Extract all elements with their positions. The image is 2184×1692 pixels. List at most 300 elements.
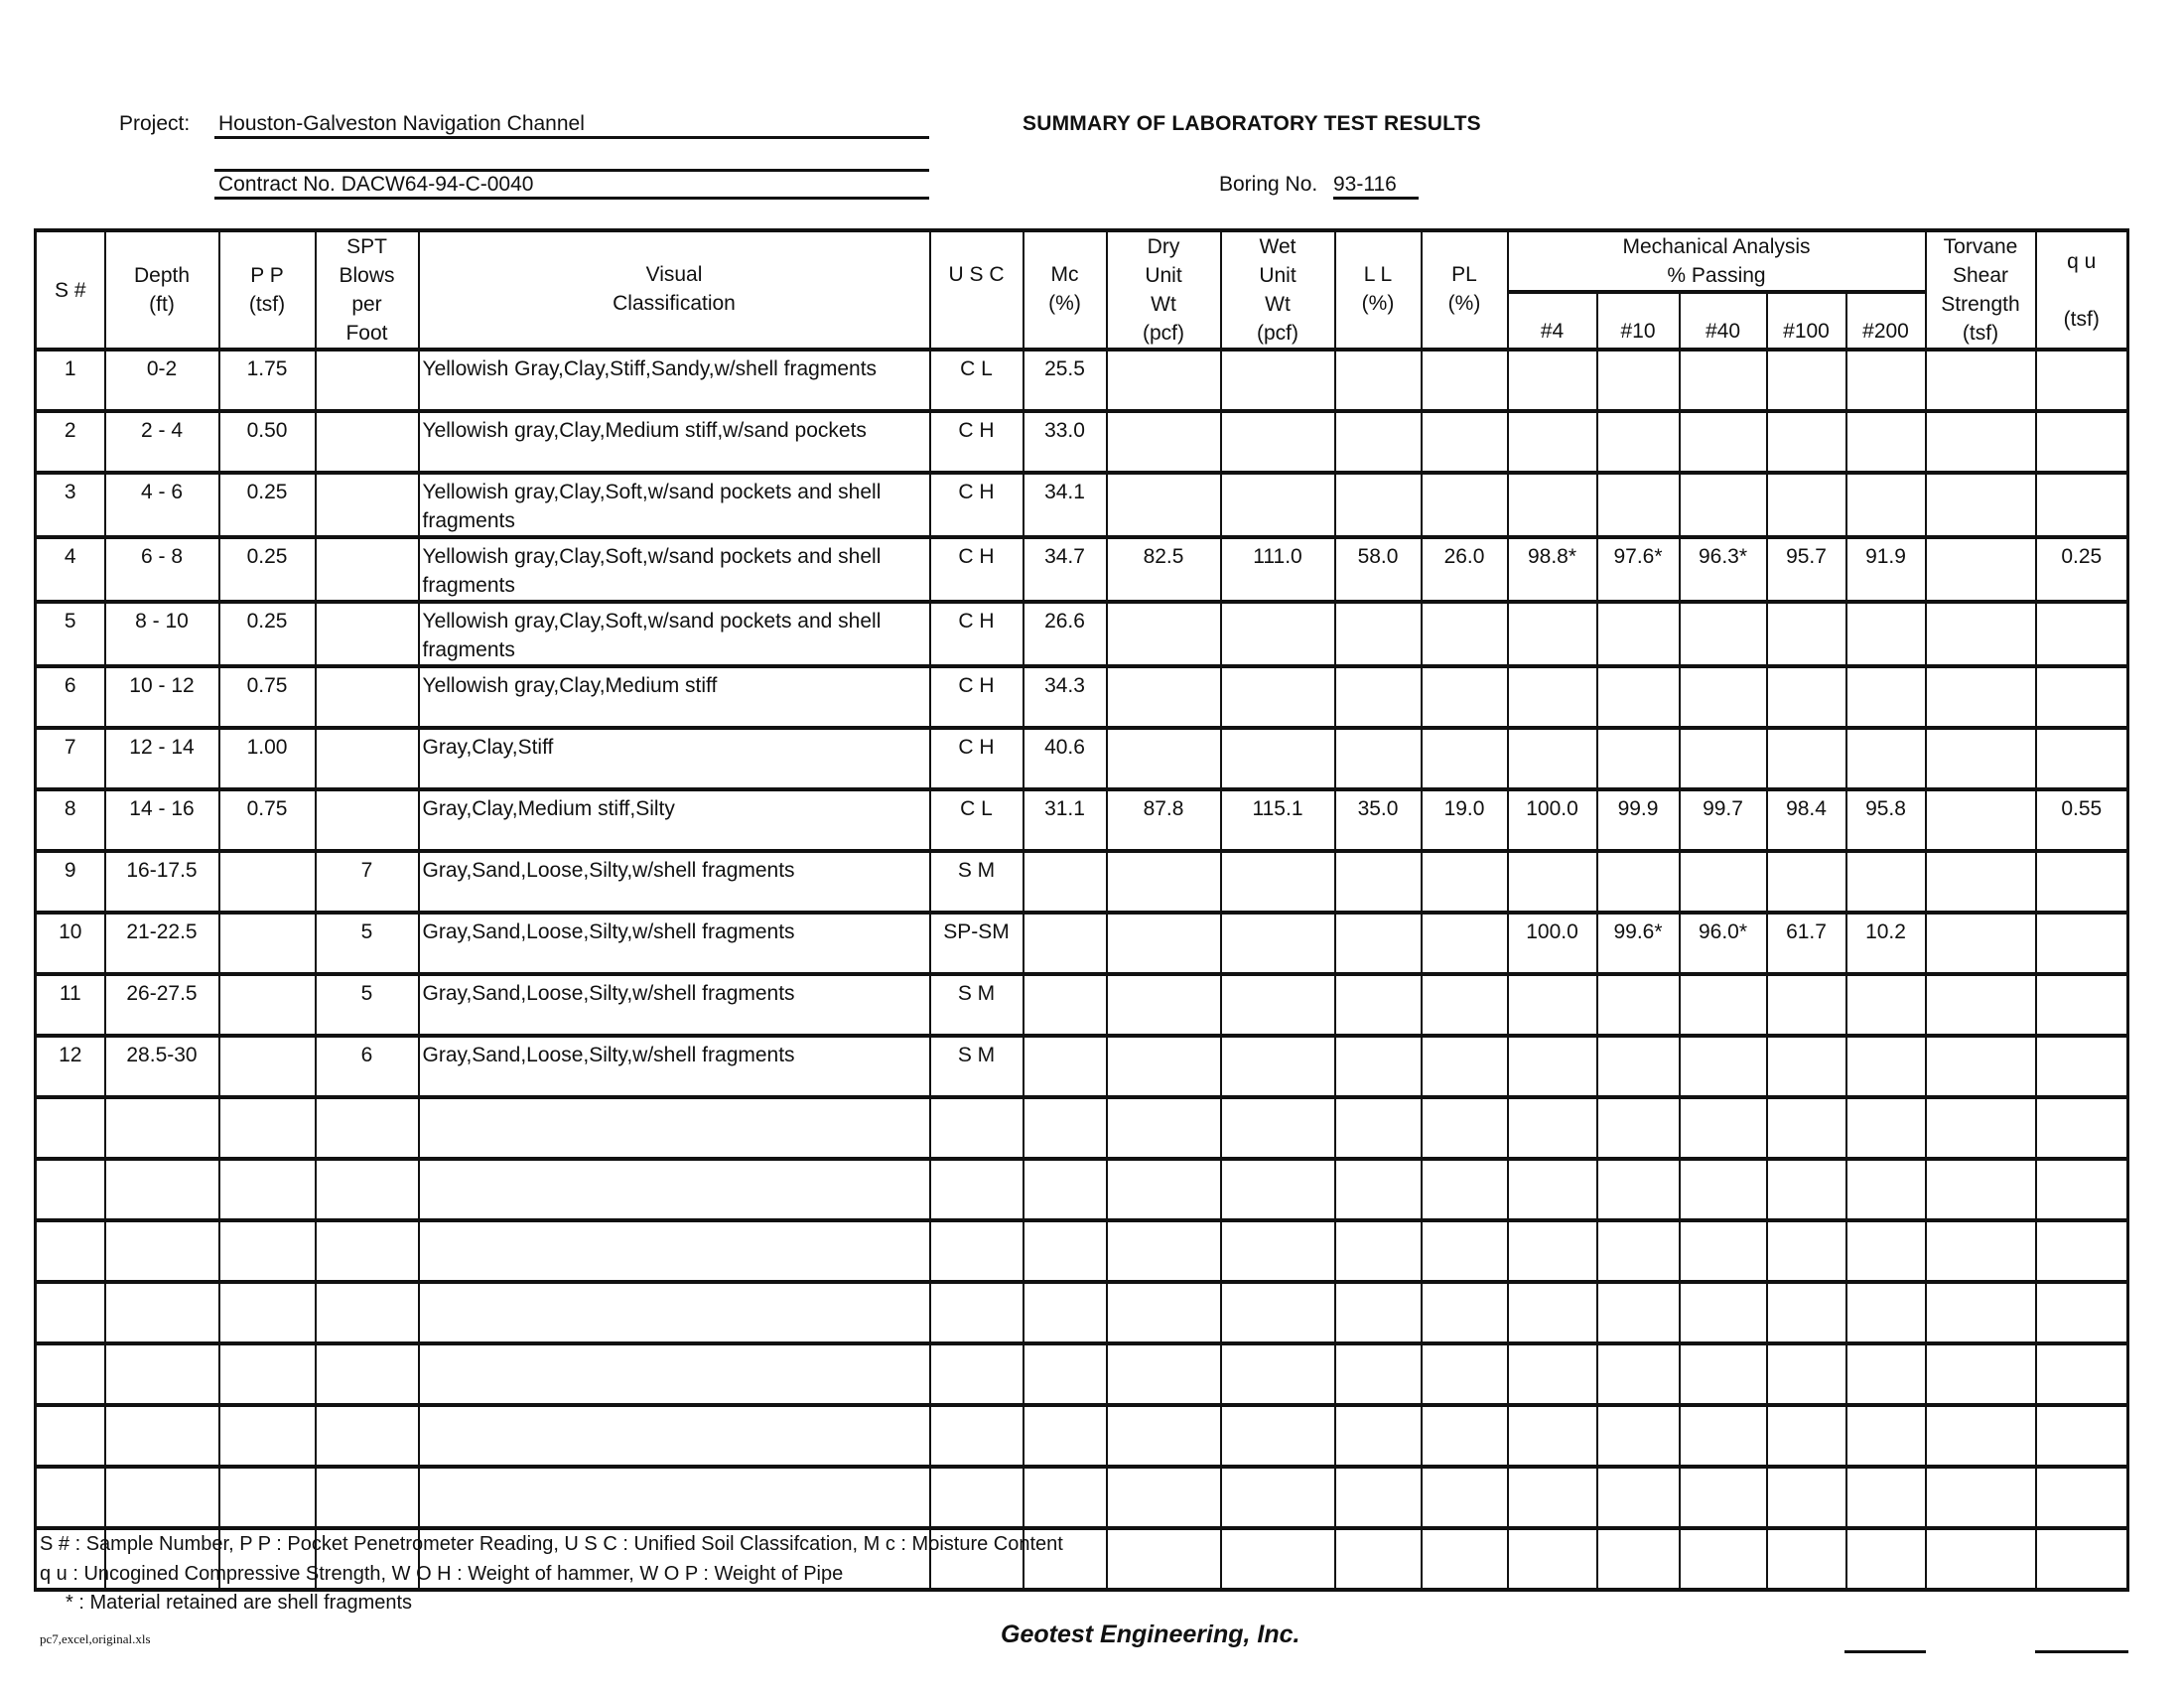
cell-sieve-40 xyxy=(1680,851,1767,913)
cell-mc: 34.3 xyxy=(1024,666,1107,728)
cell-pl xyxy=(1422,1097,1508,1159)
cell-ll xyxy=(1335,350,1422,411)
cell-ll xyxy=(1335,1159,1422,1220)
cell-usc: C H xyxy=(930,537,1024,602)
cell-torvane xyxy=(1926,666,2036,728)
cell-sieve-4 xyxy=(1508,974,1597,1036)
cell-sieve-40 xyxy=(1680,473,1767,537)
cell-sample-no xyxy=(36,1405,105,1467)
cell-qu xyxy=(2036,1036,2128,1097)
table-row xyxy=(36,789,2128,851)
cell-pl: 26.0 xyxy=(1422,537,1508,602)
cell-depth xyxy=(105,1097,219,1159)
cell-ll xyxy=(1335,728,1422,789)
cell-usc: C H xyxy=(930,728,1024,789)
cell-sieve-40 xyxy=(1680,1220,1767,1282)
cell-dry-unit-wt xyxy=(1107,411,1221,473)
cell-sieve-40 xyxy=(1680,1036,1767,1097)
cell-ll xyxy=(1335,1036,1422,1097)
cell-ll xyxy=(1335,1528,1422,1590)
cell-depth xyxy=(105,1159,219,1220)
cell-qu xyxy=(2036,974,2128,1036)
cell-usc: C H xyxy=(930,666,1024,728)
cell-sieve-10 xyxy=(1597,1467,1680,1528)
cell-sieve-4 xyxy=(1508,1159,1597,1220)
cell-mc xyxy=(1024,974,1107,1036)
cell-wet-unit-wt xyxy=(1221,411,1335,473)
col-header-depth: Depth (ft) xyxy=(105,230,219,350)
cell-wet-unit-wt xyxy=(1221,666,1335,728)
cell-spt-blows xyxy=(316,473,419,537)
cell-dry-unit-wt: 82.5 xyxy=(1107,537,1221,602)
cell-sieve-200 xyxy=(1846,473,1926,537)
cell-mc: 26.6 xyxy=(1024,602,1107,666)
legend-line-1: S # : Sample Number, P P : Pocket Penetrometer Reading, U S C : Unified Soil Classifcation, M c : Moisture Content xyxy=(40,1533,1063,1555)
cell-wet-unit-wt xyxy=(1221,1343,1335,1405)
table-row xyxy=(36,666,2128,728)
cell-qu xyxy=(2036,913,2128,974)
cell-sieve-200 xyxy=(1846,666,1926,728)
cell-sieve-100 xyxy=(1767,473,1846,537)
cell-mc: 25.5 xyxy=(1024,350,1107,411)
cell-sieve-4 xyxy=(1508,728,1597,789)
cell-spt-blows xyxy=(316,1405,419,1467)
cell-visual-classification: Yellowish gray,Clay,Soft,w/sand pockets and shell fragments xyxy=(419,602,930,666)
cell-spt-blows: 5 xyxy=(316,974,419,1036)
cell-sample-no: 3 xyxy=(36,473,105,537)
cell-sieve-200: 10.2 xyxy=(1846,913,1926,974)
cell-torvane xyxy=(1926,789,2036,851)
cell-spt-blows xyxy=(316,1467,419,1528)
cell-sieve-10 xyxy=(1597,350,1680,411)
col-header-ll: L L (%) xyxy=(1335,230,1422,350)
cell-spt-blows xyxy=(316,666,419,728)
cell-sieve-10 xyxy=(1597,1220,1680,1282)
empty-table-row xyxy=(36,1282,2128,1343)
cell-visual-classification: Gray,Sand,Loose,Silty,w/shell fragments xyxy=(419,1036,930,1097)
cell-pl xyxy=(1422,1220,1508,1282)
cell-spt-blows: 7 xyxy=(316,851,419,913)
cell-depth: 10 - 12 xyxy=(105,666,219,728)
cell-sieve-4 xyxy=(1508,411,1597,473)
col-header-sieve-4: #4 xyxy=(1508,292,1597,350)
cell-sieve-10 xyxy=(1597,851,1680,913)
cell-sieve-100 xyxy=(1767,602,1846,666)
cell-dry-unit-wt xyxy=(1107,913,1221,974)
cell-ll xyxy=(1335,913,1422,974)
cell-visual-classification xyxy=(419,1343,930,1405)
cell-wet-unit-wt xyxy=(1221,728,1335,789)
cell-torvane xyxy=(1926,913,2036,974)
cell-visual-classification: Yellowish gray,Clay,Soft,w/sand pockets and shell fragments xyxy=(419,537,930,602)
cell-pp xyxy=(219,1097,316,1159)
empty-table-row xyxy=(36,1467,2128,1528)
cell-sieve-40 xyxy=(1680,1528,1767,1590)
cell-visual-classification xyxy=(419,1097,930,1159)
cell-dry-unit-wt xyxy=(1107,1036,1221,1097)
cell-pl xyxy=(1422,1467,1508,1528)
cell-sieve-200 xyxy=(1846,851,1926,913)
cell-pl xyxy=(1422,913,1508,974)
cell-sieve-4 xyxy=(1508,1097,1597,1159)
cell-sieve-40 xyxy=(1680,1467,1767,1528)
cell-mc xyxy=(1024,1343,1107,1405)
cell-pp xyxy=(219,974,316,1036)
cell-dry-unit-wt xyxy=(1107,1405,1221,1467)
cell-ll xyxy=(1335,1343,1422,1405)
cell-visual-classification: Gray,Sand,Loose,Silty,w/shell fragments xyxy=(419,913,930,974)
cell-sieve-100 xyxy=(1767,851,1846,913)
cell-depth: 16-17.5 xyxy=(105,851,219,913)
cell-qu xyxy=(2036,1405,2128,1467)
cell-spt-blows: 6 xyxy=(316,1036,419,1097)
cell-sieve-100: 61.7 xyxy=(1767,913,1846,974)
cell-visual-classification xyxy=(419,1159,930,1220)
cell-sieve-200 xyxy=(1846,1097,1926,1159)
cell-ll xyxy=(1335,602,1422,666)
cell-usc xyxy=(930,1220,1024,1282)
cell-torvane xyxy=(1926,602,2036,666)
cell-sieve-40 xyxy=(1680,666,1767,728)
cell-usc: S M xyxy=(930,1036,1024,1097)
cell-qu xyxy=(2036,1467,2128,1528)
cell-mc: 33.0 xyxy=(1024,411,1107,473)
cell-qu xyxy=(2036,1159,2128,1220)
cell-pl xyxy=(1422,728,1508,789)
table-row xyxy=(36,537,2128,602)
cell-sieve-200 xyxy=(1846,1159,1926,1220)
cell-sieve-4 xyxy=(1508,1220,1597,1282)
cell-pp: 1.00 xyxy=(219,728,316,789)
cell-sieve-40 xyxy=(1680,350,1767,411)
cell-dry-unit-wt xyxy=(1107,1220,1221,1282)
table-row xyxy=(36,602,2128,666)
cell-sample-no xyxy=(36,1467,105,1528)
cell-sieve-10 xyxy=(1597,666,1680,728)
cell-sample-no xyxy=(36,1159,105,1220)
cell-sieve-40 xyxy=(1680,728,1767,789)
cell-sieve-100 xyxy=(1767,1097,1846,1159)
cell-visual-classification: Gray,Sand,Loose,Silty,w/shell fragments xyxy=(419,851,930,913)
cell-wet-unit-wt xyxy=(1221,1159,1335,1220)
cell-sample-no: 7 xyxy=(36,728,105,789)
cell-pl xyxy=(1422,602,1508,666)
cell-torvane xyxy=(1926,1159,2036,1220)
cell-sieve-4: 100.0 xyxy=(1508,789,1597,851)
legend-line-3: * : Material retained are shell fragments xyxy=(66,1592,413,1614)
cell-sieve-100 xyxy=(1767,350,1846,411)
cell-usc xyxy=(930,1343,1024,1405)
cell-wet-unit-wt xyxy=(1221,851,1335,913)
col-header-qu: q u (tsf) xyxy=(2036,230,2128,350)
cell-depth: 28.5-30 xyxy=(105,1036,219,1097)
cell-qu xyxy=(2036,602,2128,666)
cell-dry-unit-wt xyxy=(1107,473,1221,537)
cell-ll xyxy=(1335,974,1422,1036)
boring-value: 93-116 xyxy=(1333,173,1419,200)
source-filename: pc7,excel,original.xls xyxy=(40,1631,151,1646)
cell-ll: 58.0 xyxy=(1335,537,1422,602)
boring-label: Boring No. xyxy=(1219,173,1318,196)
cell-sieve-10 xyxy=(1597,1528,1680,1590)
cell-usc: S M xyxy=(930,851,1024,913)
cell-sieve-4 xyxy=(1508,350,1597,411)
cell-dry-unit-wt xyxy=(1107,851,1221,913)
cell-sieve-4 xyxy=(1508,1036,1597,1097)
cell-visual-classification: Yellowish gray,Clay,Medium stiff,w/sand pockets xyxy=(419,411,930,473)
cell-depth: 4 - 6 xyxy=(105,473,219,537)
cell-sample-no: 6 xyxy=(36,666,105,728)
cell-sieve-200 xyxy=(1846,974,1926,1036)
cell-torvane xyxy=(1926,1097,2036,1159)
col-header-usc: U S C xyxy=(930,230,1024,350)
cell-torvane xyxy=(1926,1467,2036,1528)
cell-sieve-10 xyxy=(1597,974,1680,1036)
cell-sieve-200 xyxy=(1846,728,1926,789)
cell-depth: 26-27.5 xyxy=(105,974,219,1036)
cell-ll xyxy=(1335,1467,1422,1528)
cell-visual-classification xyxy=(419,1282,930,1343)
cell-sieve-40 xyxy=(1680,1282,1767,1343)
cell-sieve-200 xyxy=(1846,1405,1926,1467)
cell-sieve-10: 97.6* xyxy=(1597,537,1680,602)
cell-pp: 1.75 xyxy=(219,350,316,411)
cell-wet-unit-wt xyxy=(1221,1036,1335,1097)
cell-dry-unit-wt: 87.8 xyxy=(1107,789,1221,851)
cell-wet-unit-wt xyxy=(1221,473,1335,537)
cell-sieve-40 xyxy=(1680,602,1767,666)
cell-sieve-10: 99.9 xyxy=(1597,789,1680,851)
cell-sieve-4 xyxy=(1508,666,1597,728)
cell-ll xyxy=(1335,1097,1422,1159)
cell-qu xyxy=(2036,1528,2128,1590)
cell-pl xyxy=(1422,666,1508,728)
cell-sample-no: 11 xyxy=(36,974,105,1036)
cell-pp: 0.25 xyxy=(219,473,316,537)
cell-depth xyxy=(105,1467,219,1528)
cell-mc: 34.7 xyxy=(1024,537,1107,602)
cell-sieve-100 xyxy=(1767,728,1846,789)
cell-mc xyxy=(1024,1159,1107,1220)
cell-qu: 0.25 xyxy=(2036,537,2128,602)
cell-sieve-100 xyxy=(1767,974,1846,1036)
cell-sieve-100 xyxy=(1767,1036,1846,1097)
cell-pl xyxy=(1422,473,1508,537)
cell-pp xyxy=(219,1405,316,1467)
cell-sieve-40 xyxy=(1680,974,1767,1036)
cell-qu xyxy=(2036,666,2128,728)
cell-visual-classification: Gray,Clay,Stiff xyxy=(419,728,930,789)
cell-dry-unit-wt xyxy=(1107,1528,1221,1590)
col-header-sample: S # xyxy=(36,230,105,350)
signature-line-2 xyxy=(2035,1650,2128,1653)
cell-wet-unit-wt xyxy=(1221,1528,1335,1590)
cell-spt-blows xyxy=(316,1220,419,1282)
cell-sieve-200 xyxy=(1846,411,1926,473)
cell-visual-classification xyxy=(419,1220,930,1282)
cell-mc: 40.6 xyxy=(1024,728,1107,789)
cell-sieve-4 xyxy=(1508,1282,1597,1343)
cell-ll: 35.0 xyxy=(1335,789,1422,851)
contract-value: Contract No. DACW64-94-C-0040 xyxy=(214,173,929,200)
cell-sieve-200 xyxy=(1846,1282,1926,1343)
cell-wet-unit-wt xyxy=(1221,350,1335,411)
project-label: Project: xyxy=(119,112,191,135)
cell-depth xyxy=(105,1405,219,1467)
cell-depth xyxy=(105,1343,219,1405)
col-header-wet-unit-wt: Wet Unit Wt (pcf) xyxy=(1221,230,1335,350)
cell-sieve-100 xyxy=(1767,1405,1846,1467)
cell-torvane xyxy=(1926,851,2036,913)
cell-wet-unit-wt xyxy=(1221,974,1335,1036)
cell-mc xyxy=(1024,1220,1107,1282)
cell-torvane xyxy=(1926,1036,2036,1097)
cell-sieve-40: 96.3* xyxy=(1680,537,1767,602)
table-row xyxy=(36,473,2128,537)
cell-qu xyxy=(2036,350,2128,411)
cell-pl xyxy=(1422,974,1508,1036)
cell-sieve-4 xyxy=(1508,1405,1597,1467)
cell-qu xyxy=(2036,1097,2128,1159)
cell-visual-classification: Yellowish gray,Clay,Medium stiff xyxy=(419,666,930,728)
col-header-visual: Visual Classification xyxy=(419,230,930,350)
cell-sample-no: 1 xyxy=(36,350,105,411)
cell-spt-blows xyxy=(316,350,419,411)
cell-sieve-40 xyxy=(1680,1343,1767,1405)
cell-mc xyxy=(1024,1405,1107,1467)
cell-sieve-40 xyxy=(1680,411,1767,473)
page-title: SUMMARY OF LABORATORY TEST RESULTS xyxy=(1023,112,1481,135)
cell-sieve-10 xyxy=(1597,1282,1680,1343)
cell-usc xyxy=(930,1282,1024,1343)
cell-ll xyxy=(1335,666,1422,728)
cell-dry-unit-wt xyxy=(1107,666,1221,728)
signature-line-1 xyxy=(1844,1650,1926,1653)
cell-sieve-4 xyxy=(1508,1467,1597,1528)
cell-sieve-100 xyxy=(1767,1343,1846,1405)
cell-torvane xyxy=(1926,1282,2036,1343)
cell-qu xyxy=(2036,851,2128,913)
cell-pp: 0.25 xyxy=(219,537,316,602)
cell-torvane xyxy=(1926,411,2036,473)
cell-pl xyxy=(1422,1528,1508,1590)
cell-wet-unit-wt xyxy=(1221,1097,1335,1159)
cell-pp xyxy=(219,913,316,974)
cell-sieve-4 xyxy=(1508,851,1597,913)
cell-wet-unit-wt xyxy=(1221,602,1335,666)
col-header-mechanical-analysis: Mechanical Analysis % Passing xyxy=(1508,230,1926,292)
cell-mc xyxy=(1024,1097,1107,1159)
cell-depth: 0-2 xyxy=(105,350,219,411)
cell-sieve-4 xyxy=(1508,602,1597,666)
cell-wet-unit-wt xyxy=(1221,1467,1335,1528)
cell-spt-blows xyxy=(316,537,419,602)
cell-sieve-200: 91.9 xyxy=(1846,537,1926,602)
cell-spt-blows xyxy=(316,1343,419,1405)
cell-sieve-10 xyxy=(1597,1036,1680,1097)
cell-sieve-4 xyxy=(1508,1528,1597,1590)
cell-sieve-200 xyxy=(1846,350,1926,411)
empty-table-row xyxy=(36,1220,2128,1282)
cell-sample-no: 2 xyxy=(36,411,105,473)
cell-torvane xyxy=(1926,1528,2036,1590)
cell-torvane xyxy=(1926,974,2036,1036)
cell-qu xyxy=(2036,1220,2128,1282)
cell-sieve-100 xyxy=(1767,1282,1846,1343)
cell-sample-no xyxy=(36,1343,105,1405)
col-header-sieve-40: #40 xyxy=(1680,292,1767,350)
cell-qu: 0.55 xyxy=(2036,789,2128,851)
cell-sieve-10 xyxy=(1597,1159,1680,1220)
col-header-sieve-10: #10 xyxy=(1597,292,1680,350)
cell-depth: 12 - 14 xyxy=(105,728,219,789)
cell-spt-blows xyxy=(316,1097,419,1159)
cell-sieve-100 xyxy=(1767,411,1846,473)
cell-pp xyxy=(219,1220,316,1282)
cell-sieve-40: 99.7 xyxy=(1680,789,1767,851)
cell-sieve-10 xyxy=(1597,1343,1680,1405)
cell-sieve-100 xyxy=(1767,1159,1846,1220)
contract-top-rule xyxy=(214,169,929,172)
cell-wet-unit-wt xyxy=(1221,1282,1335,1343)
cell-sample-no xyxy=(36,1097,105,1159)
cell-dry-unit-wt xyxy=(1107,1097,1221,1159)
cell-sieve-10 xyxy=(1597,728,1680,789)
cell-pp xyxy=(219,1343,316,1405)
col-header-sieve-200: #200 xyxy=(1846,292,1926,350)
cell-visual-classification xyxy=(419,1405,930,1467)
cell-pl xyxy=(1422,1036,1508,1097)
cell-sample-no xyxy=(36,1220,105,1282)
table-row xyxy=(36,913,2128,974)
cell-sieve-200 xyxy=(1846,1467,1926,1528)
cell-sieve-4 xyxy=(1508,1343,1597,1405)
cell-pl xyxy=(1422,350,1508,411)
col-header-pl: PL (%) xyxy=(1422,230,1508,350)
lab-results-table xyxy=(34,228,2129,1592)
cell-pl xyxy=(1422,1343,1508,1405)
cell-pp xyxy=(219,1159,316,1220)
cell-mc: 31.1 xyxy=(1024,789,1107,851)
cell-sieve-40: 96.0* xyxy=(1680,913,1767,974)
cell-ll xyxy=(1335,411,1422,473)
cell-spt-blows xyxy=(316,728,419,789)
cell-sieve-10: 99.6* xyxy=(1597,913,1680,974)
cell-sample-no: 4 xyxy=(36,537,105,602)
col-header-spt: SPT Blows per Foot xyxy=(316,230,419,350)
col-header-dry-unit-wt: Dry Unit Wt (pcf) xyxy=(1107,230,1221,350)
cell-mc xyxy=(1024,913,1107,974)
cell-spt-blows xyxy=(316,602,419,666)
cell-torvane xyxy=(1926,1220,2036,1282)
cell-torvane xyxy=(1926,1405,2036,1467)
cell-sieve-100 xyxy=(1767,1467,1846,1528)
cell-sample-no: 9 xyxy=(36,851,105,913)
cell-dry-unit-wt xyxy=(1107,1159,1221,1220)
table-row xyxy=(36,728,2128,789)
cell-usc xyxy=(930,1467,1024,1528)
cell-mc xyxy=(1024,1467,1107,1528)
cell-usc xyxy=(930,1097,1024,1159)
cell-usc: SP-SM xyxy=(930,913,1024,974)
project-value: Houston-Galveston Navigation Channel xyxy=(214,112,929,139)
cell-sieve-40 xyxy=(1680,1097,1767,1159)
cell-qu xyxy=(2036,1343,2128,1405)
cell-pl xyxy=(1422,1282,1508,1343)
cell-sieve-200 xyxy=(1846,1036,1926,1097)
cell-sieve-100 xyxy=(1767,1220,1846,1282)
cell-sample-no: 5 xyxy=(36,602,105,666)
